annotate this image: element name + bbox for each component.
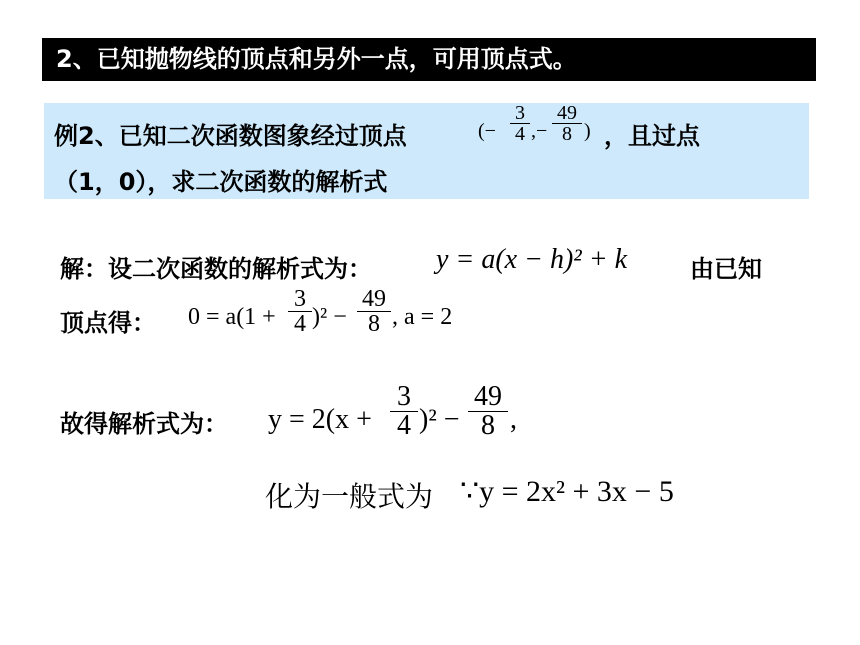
solution-line2-label: 顶点得： <box>60 309 156 337</box>
vertex-close: ) <box>584 120 591 142</box>
solution-label: 解：设二次函数的解析式为： <box>60 255 372 283</box>
eq2-right: , <box>510 404 517 435</box>
eq2-num2: 49 <box>474 381 502 412</box>
vertex-y-fraction <box>552 103 582 144</box>
result-label: 故得解析式为： <box>60 410 228 438</box>
vertex-x-fraction <box>510 103 530 144</box>
eq1-num2: 49 <box>362 286 386 312</box>
vertex-x-den: 4 <box>515 123 525 145</box>
eq2-den1: 4 <box>397 410 411 441</box>
vertex-form-equation: y = a(x − h)² + k <box>436 244 628 275</box>
eq2-fraction-1 <box>390 383 418 440</box>
example-line1-suffix: ，且过点 <box>604 122 700 150</box>
eq1-left: 0 = a(1 + <box>188 304 276 330</box>
vertex-x-num: 3 <box>515 102 525 124</box>
vertex-comma: ,− <box>531 120 548 142</box>
eq2-fraction-2 <box>468 383 508 440</box>
vertex-y-den: 8 <box>562 123 572 145</box>
section-title: 2、已知抛物线的顶点和另外一点，可用顶点式。 <box>42 38 816 81</box>
example-line1-prefix: 例2、已知二次函数图象经过顶点 <box>54 122 407 150</box>
eq2-den2: 8 <box>481 410 495 441</box>
eq1-num1: 3 <box>294 286 306 312</box>
eq1-den1: 4 <box>294 311 306 337</box>
vertex-y-num: 49 <box>557 102 577 124</box>
eq1-fraction-2 <box>357 287 391 336</box>
general-form-label: 化为一般式为 <box>265 480 434 513</box>
example-box <box>44 103 809 199</box>
general-form-equation: ∵y = 2x² + 3x − 5 <box>460 475 674 508</box>
solution-line1-tail: 由已知 <box>690 255 762 283</box>
eq1-fraction-1 <box>288 287 312 336</box>
eq2-mid: )² − <box>419 404 460 435</box>
example-line2: （1，0），求二次函数的解析式 <box>54 168 388 196</box>
eq1-den2: 8 <box>368 311 380 337</box>
eq2-left: y = 2(x + <box>268 404 372 435</box>
eq1-right: , a = 2 <box>392 304 453 330</box>
vertex-open: (− <box>478 120 496 142</box>
eq2-num1: 3 <box>397 381 411 412</box>
eq1-mid: )² − <box>312 304 347 330</box>
